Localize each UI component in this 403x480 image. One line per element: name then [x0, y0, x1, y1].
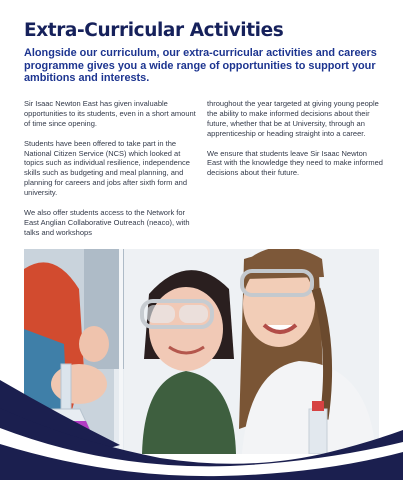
decorative-swoosh — [0, 360, 403, 480]
body-paragraph: Sir Isaac Newton East has given invaluable opportunities to its students, even in a short amount of time since opening. — [24, 99, 196, 128]
body-paragraph: We ensure that students leave Sir Isaac Newton East with the knowledge they need to make informed decisions about their future. — [207, 148, 383, 178]
intro-paragraph: Alongside our curriculum, our extra-curricular activities and careers programme gives you a wide range of opportunities to support your ambitions and interests. — [24, 47, 377, 85]
page-title: Extra-Curricular Activities — [24, 20, 284, 41]
left-column — [24, 99, 200, 248]
body-paragraph: throughout the year targeted at giving young people the ability to make informed decisions about their future, whether that be at University, through an apprenticeship or heading straight into a career. — [207, 99, 379, 138]
right-column — [207, 99, 383, 188]
body-paragraph: Students have been offered to take part in the National Citizen Service (NCS) which looked at topics such as individual resilience, independence skills such as budgeting and meal planning, and planning for careers and jobs after sixth form and university. — [24, 138, 190, 198]
body-paragraph: We also offer students access to the Network for East Anglian Collaborative Outreach (neaco), with talks and workshops — [24, 207, 190, 237]
